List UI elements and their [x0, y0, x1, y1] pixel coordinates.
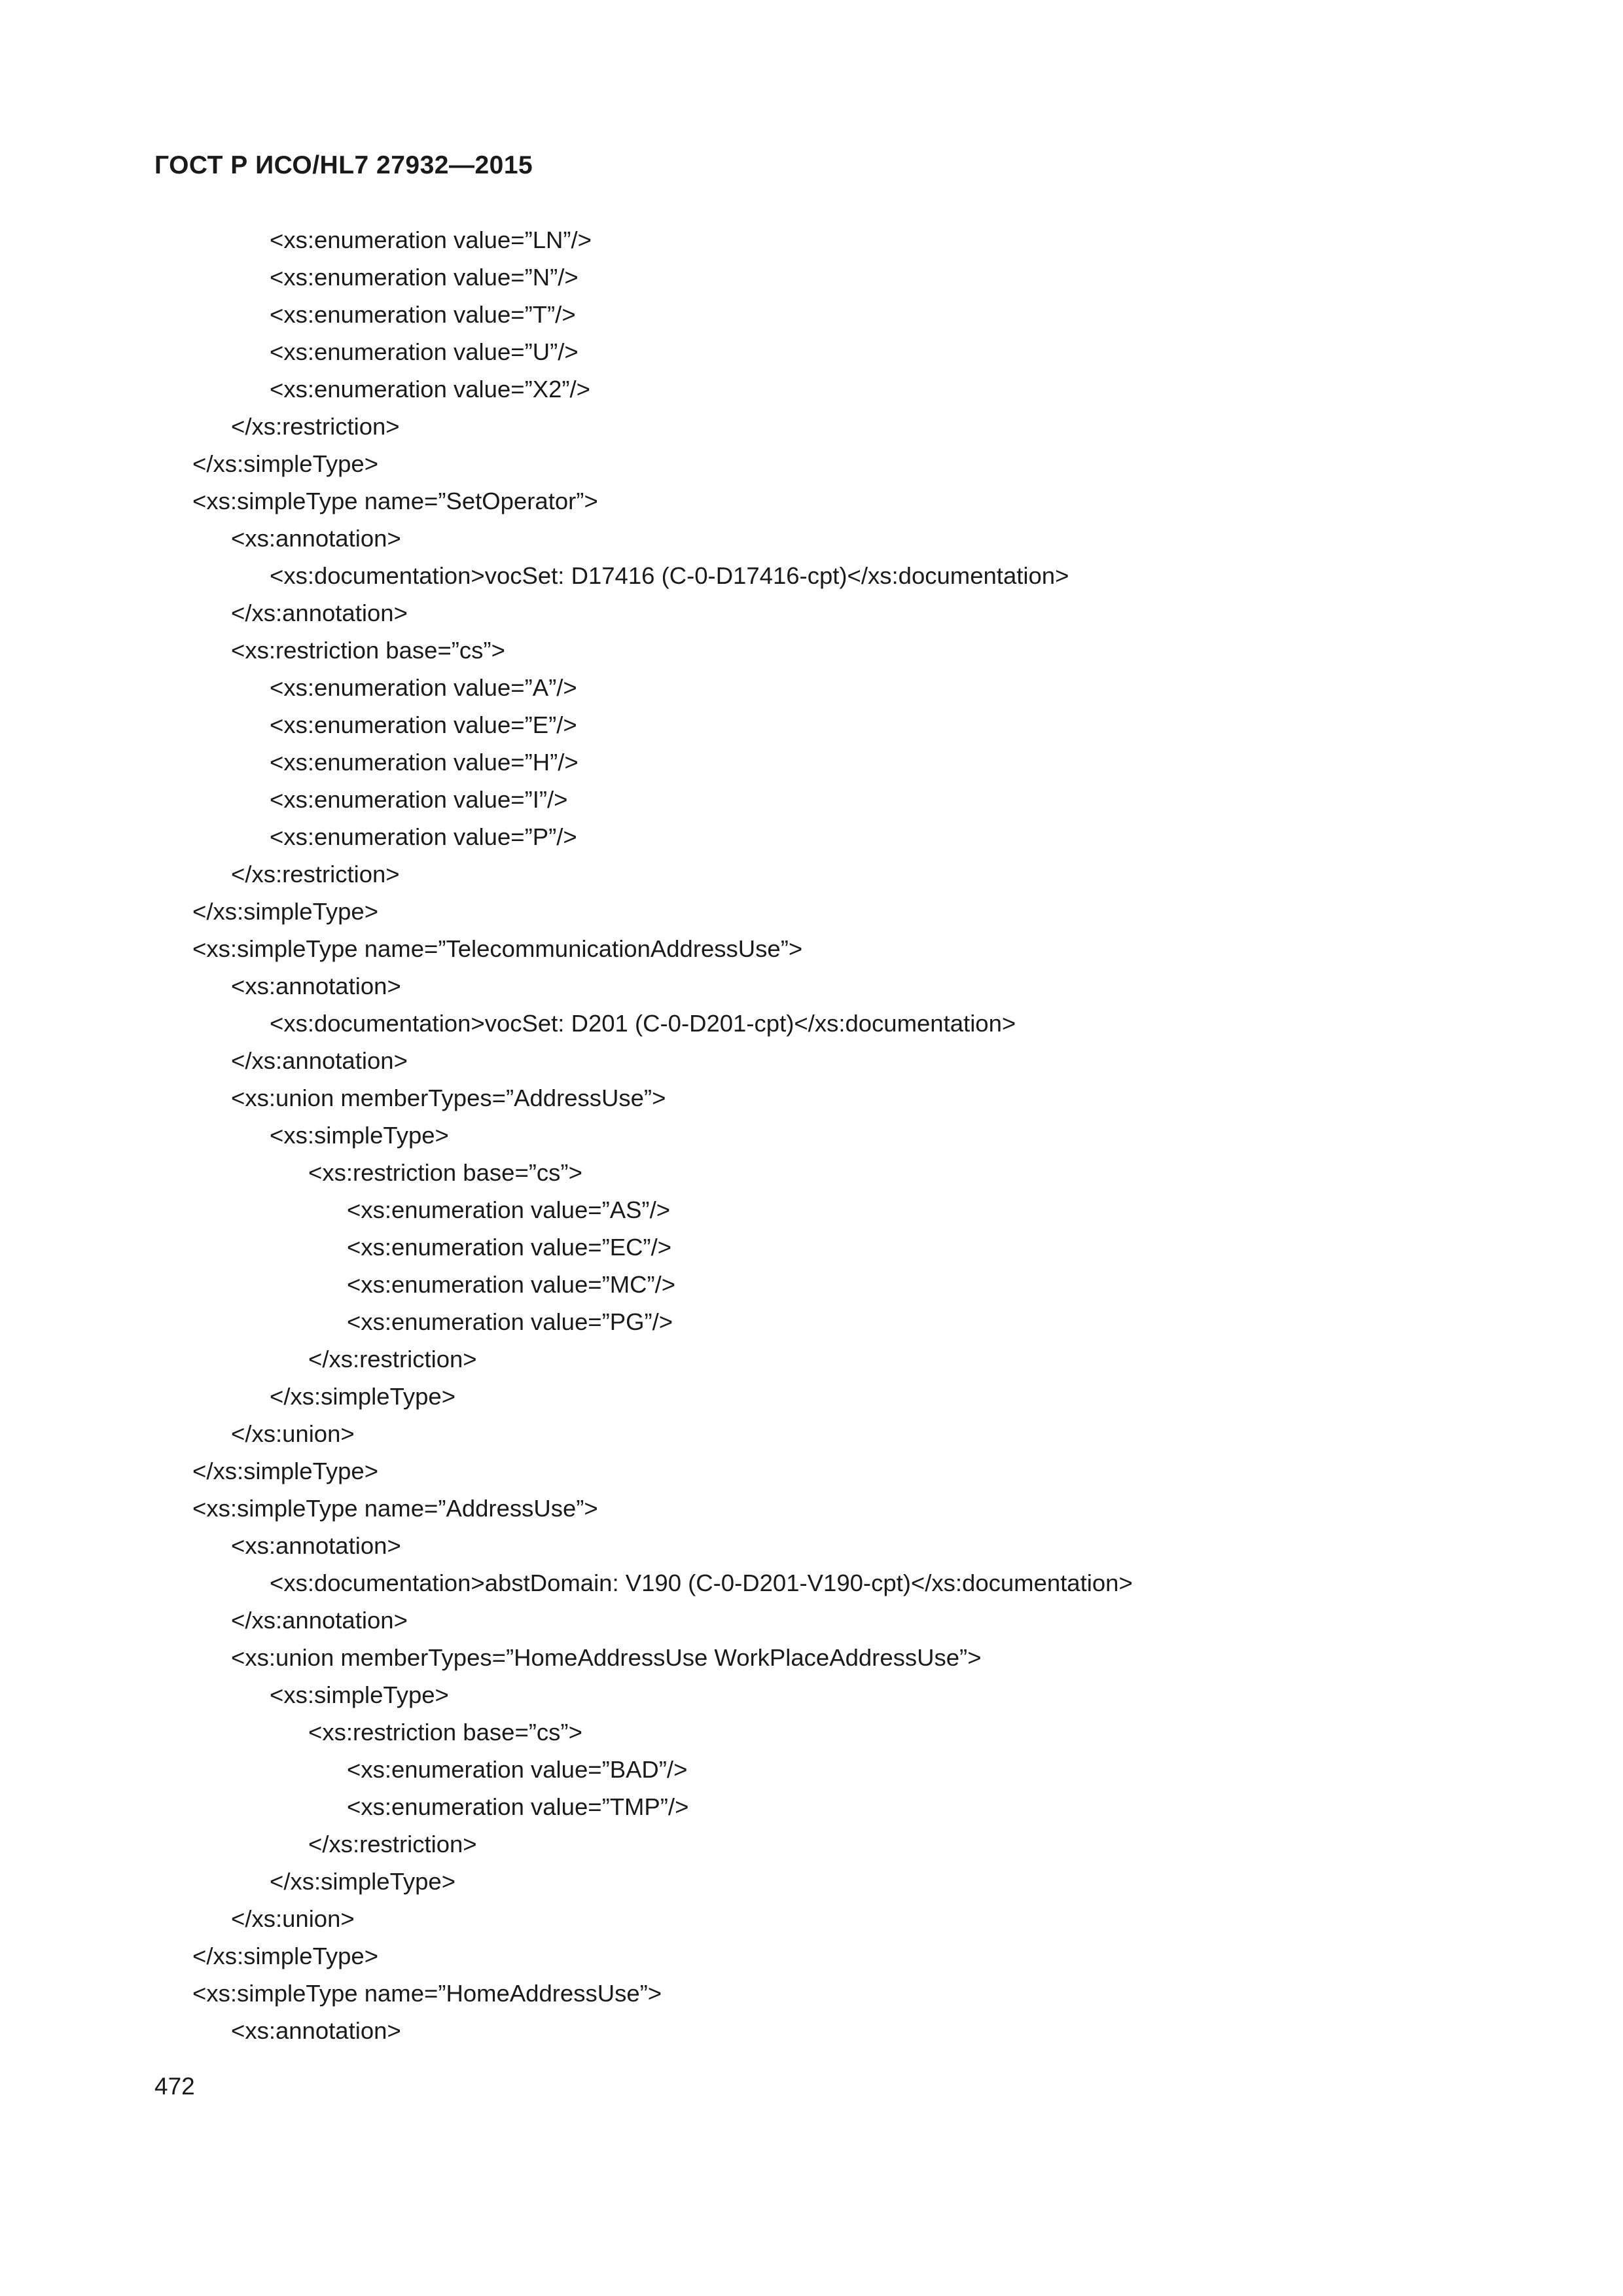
code-line: <xs:enumeration value=”PG”/> [347, 1308, 673, 1335]
code-line: <xs:documentation>vocSet: D17416 (C-0-D17416-cpt)</xs:documentation> [270, 562, 1069, 589]
code-line: <xs:restriction base=”cs”> [308, 1159, 582, 1186]
code-line: </xs:annotation> [231, 1607, 408, 1634]
code-line: <xs:enumeration value=”I”/> [270, 786, 568, 813]
code-line: <xs:enumeration value=”N”/> [270, 264, 579, 291]
code-line: <xs:simpleType name=”SetOperator”> [192, 488, 598, 514]
code-line: <xs:documentation>vocSet: D201 (C-0-D201-cpt)</xs:documentation> [270, 1010, 1016, 1037]
code-line: <xs:annotation> [231, 973, 401, 999]
code-line: </xs:union> [231, 1905, 355, 1932]
code-line: </xs:restriction> [231, 861, 400, 888]
code-line: <xs:union memberTypes=”AddressUse”> [231, 1085, 666, 1111]
code-line: </xs:simpleType> [270, 1383, 456, 1410]
code-line: <xs:enumeration value=”P”/> [270, 823, 577, 850]
code-line: </xs:simpleType> [192, 450, 379, 477]
code-line: <xs:restriction base=”cs”> [308, 1719, 582, 1746]
code-line: </xs:union> [231, 1420, 355, 1447]
code-line: <xs:enumeration value=”EC”/> [347, 1234, 672, 1261]
code-line: </xs:simpleType> [192, 898, 379, 925]
code-line: <xs:documentation>abstDomain: V190 (C-0-D201-V190-cpt)</xs:documentation> [270, 1570, 1133, 1596]
code-line: <xs:enumeration value=”AS”/> [347, 1196, 671, 1223]
code-line: <xs:enumeration value=”BAD”/> [347, 1756, 688, 1783]
code-line: <xs:enumeration value=”TMP”/> [347, 1793, 689, 1820]
code-line: <xs:simpleType> [270, 1681, 449, 1708]
code-line: <xs:enumeration value=”H”/> [270, 749, 579, 776]
page-number: 472 [154, 2073, 195, 2100]
code-line: </xs:simpleType> [192, 1458, 379, 1484]
xml-code-listing [0, 221, 1623, 2049]
code-line: <xs:annotation> [231, 525, 401, 552]
code-line: <xs:enumeration value=”U”/> [270, 338, 579, 365]
code-line: </xs:restriction> [308, 1831, 477, 1857]
code-line: <xs:union memberTypes=”HomeAddressUse WorkPlaceAddressUse”> [231, 1644, 982, 1671]
code-line: <xs:simpleType name=”TelecommunicationAddressUse”> [192, 935, 803, 962]
code-line: <xs:enumeration value=”T”/> [270, 301, 576, 328]
code-line: <xs:simpleType name=”HomeAddressUse”> [192, 1980, 662, 2007]
code-line: <xs:enumeration value=”X2”/> [270, 376, 590, 403]
code-line: <xs:enumeration value=”MC”/> [347, 1271, 676, 1298]
code-line: <xs:annotation> [231, 2017, 401, 2044]
code-line: <xs:enumeration value=”LN”/> [270, 226, 592, 253]
code-line: <xs:enumeration value=”E”/> [270, 711, 577, 738]
code-line: </xs:annotation> [231, 1047, 408, 1074]
code-line: </xs:restriction> [308, 1346, 477, 1372]
code-line: </xs:annotation> [231, 600, 408, 626]
code-line: <xs:annotation> [231, 1532, 401, 1559]
code-line: <xs:simpleType> [270, 1122, 449, 1149]
code-line: <xs:enumeration value=”A”/> [270, 674, 577, 701]
code-line: </xs:simpleType> [192, 1943, 379, 1969]
document-header: ГОСТ Р ИСО/HL7 27932—2015 [154, 151, 533, 179]
code-line: <xs:restriction base=”cs”> [231, 637, 505, 664]
code-line: </xs:restriction> [231, 413, 400, 440]
code-line: <xs:simpleType name=”AddressUse”> [192, 1495, 598, 1522]
code-line: </xs:simpleType> [270, 1868, 456, 1895]
